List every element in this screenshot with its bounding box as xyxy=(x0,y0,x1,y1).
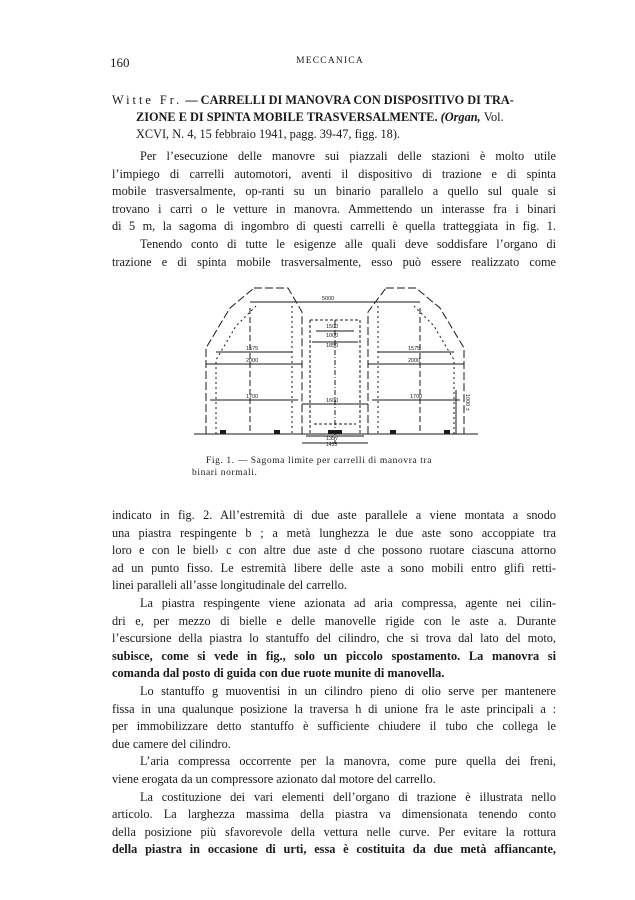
wheel-mark xyxy=(220,430,226,434)
caption-line: binari normali. xyxy=(192,468,258,478)
dim-label-5000: 5000 xyxy=(322,296,335,302)
paragraph-line: La costituzione dei vari elementi dell’organo di trazione è illustrata nello xyxy=(140,789,556,804)
paragraph-line: Lo stantuffo g muoventisi in un cilindro pieno di olio serve per mantenere xyxy=(140,683,556,698)
paragraph-line: subisce, come si vede in fig., solo un piccolo spostamento. La manovra si xyxy=(112,648,556,663)
wheel-mark xyxy=(444,430,450,434)
dim-label-vertical: 1000 ± xyxy=(464,394,470,411)
citation-line-2 xyxy=(112,109,552,126)
citation-title-part-1: — CARRELLI DI MANOVRA CON DISPOSITIVO DI TRA- xyxy=(185,93,514,107)
wheel-mark xyxy=(390,430,396,434)
dim-label-1575-left: 1575 xyxy=(246,346,259,352)
dim-label-1435: 1435 xyxy=(326,442,338,446)
wheel-mark xyxy=(274,430,280,434)
paragraph-line: La piastra respingente viene azionata ad aria compressa, agente nei cilin- xyxy=(140,595,556,610)
paragraph-line: di 5 m, la sagoma di ingombro di questi carrelli è quella tratteggiata in fig. 1. xyxy=(112,219,556,234)
gauge-inner-left xyxy=(216,306,292,434)
paragraph-line: loro e con le biell› c con altre due aste d che possono ruotare ciascuna attorno xyxy=(112,543,556,558)
paragraph-line: trovano i carri o le vetture in manovra. Ammettendo un interasse fra i binari xyxy=(112,201,556,216)
figure-1-loading-gauge xyxy=(194,284,478,446)
paragraph-line: trazione e di spinta mobile trasversalmente, esso può essere realizzato come xyxy=(112,254,556,269)
citation-line-3: XCVI, N. 4, 15 febbraio 1941, pagg. 39-47, figg. 18). xyxy=(136,127,400,141)
paragraph-line: della posizione più sfavorevole della vettura nelle curve. Per evitare la rottura xyxy=(112,824,556,839)
dim-label-2000-right: 2000 xyxy=(408,358,421,364)
citation-vol: Vol. xyxy=(483,110,504,124)
paragraph-line: l’impiego di carrelli automotori, aventi il dispositivo di trazione e di spinta xyxy=(112,166,556,181)
dim-label-1700-left: 1700 xyxy=(246,394,259,400)
paragraph-line: della piastra in occasione di urti, essa è costituita da due metà affiancante, xyxy=(112,842,556,857)
paragraph-line: indicato in fig. 2. All’estremità di due aste parallele a viene montata a snodo xyxy=(112,508,556,522)
paragraph-line: viene erogata da un compressore azionato dal motore del carrello. xyxy=(112,771,436,786)
figure-caption xyxy=(192,455,482,479)
paragraph-line: mobile trasversalmente, op-ranti su un binario parallelo a quello sul quale si xyxy=(112,184,556,199)
dim-label-1500: 1500 xyxy=(326,324,339,330)
paragraph-line: una piastra respingente b ; a metà lunghezza le due aste sono accoppiate tra xyxy=(112,525,556,540)
paragraph-line: dri e, per mezzo di bielle e delle manovelle rigide con le aste a. Durante xyxy=(112,613,556,628)
rail-mark xyxy=(328,430,342,434)
dim-label-1700-right: 1700 xyxy=(410,394,423,400)
paragraph-line: per immobilizzare detto stantuffo è sufficiente chiudere il tubo che collega le xyxy=(112,719,556,734)
paragraph-3 xyxy=(112,507,556,859)
article-citation xyxy=(112,92,552,143)
page-header xyxy=(110,55,550,71)
gauge-inner-right xyxy=(378,306,454,434)
dim-label-1850: 1850 xyxy=(326,343,339,349)
citation-line-1 xyxy=(112,92,552,109)
paragraph-line: l’escursione della piastra lo stantuffo del cilindro, che si trova dal lato del moto, xyxy=(112,631,556,646)
citation-title-part-2: ZIONE E DI SPINTA MOBILE TRASVERSALMENTE. xyxy=(136,110,438,124)
dim-label-1575-right: 1575 xyxy=(408,346,421,352)
dim-label-1000: 1000 xyxy=(326,333,339,339)
paragraph-line: Tenendo conto di tutte le esigenze alle quali deve soddisfare l’organo di xyxy=(140,236,556,251)
paragraph-1 xyxy=(112,148,556,271)
caption-line: Fig. 1. — Sagoma limite per carrelli di manovra tra xyxy=(206,456,433,466)
dim-label-1600: 1600 xyxy=(326,398,339,404)
running-head: MECCANICA xyxy=(296,56,364,66)
paragraph-line: comanda dal posto di guida con due ruote munite di manovella. xyxy=(112,666,445,681)
paragraph-line: L’aria compressa occorrente per la manovra, come pure quella dei freni, xyxy=(140,754,556,769)
paragraph-line: Per l’esecuzione delle manovre sui piazzali delle stazioni è molto utile xyxy=(140,149,556,163)
paragraph-line: linei paralleli all’asse longitudinale del carrello. xyxy=(112,578,347,593)
page-number: 160 xyxy=(110,55,130,70)
paragraph-line: fissa in una qualunque posizione la traversa h di unione fra le aste principali a : xyxy=(112,701,556,716)
paragraph-line: due camere del cilindro. xyxy=(112,736,231,751)
paragraph-line: articolo. La larghezza massima della piastra va dimensionata tenendo conto xyxy=(112,807,556,822)
dim-label-1357: 1357 xyxy=(326,436,339,442)
dim-label-2000-left: 2000 xyxy=(246,358,259,364)
citation-author: Witte Fr. xyxy=(112,93,183,107)
paragraph-line: ad un punto fisso. Le estremità libere delle aste a sono mobili entro glifi retti- xyxy=(112,560,556,575)
citation-journal: (Organ, xyxy=(440,110,481,124)
